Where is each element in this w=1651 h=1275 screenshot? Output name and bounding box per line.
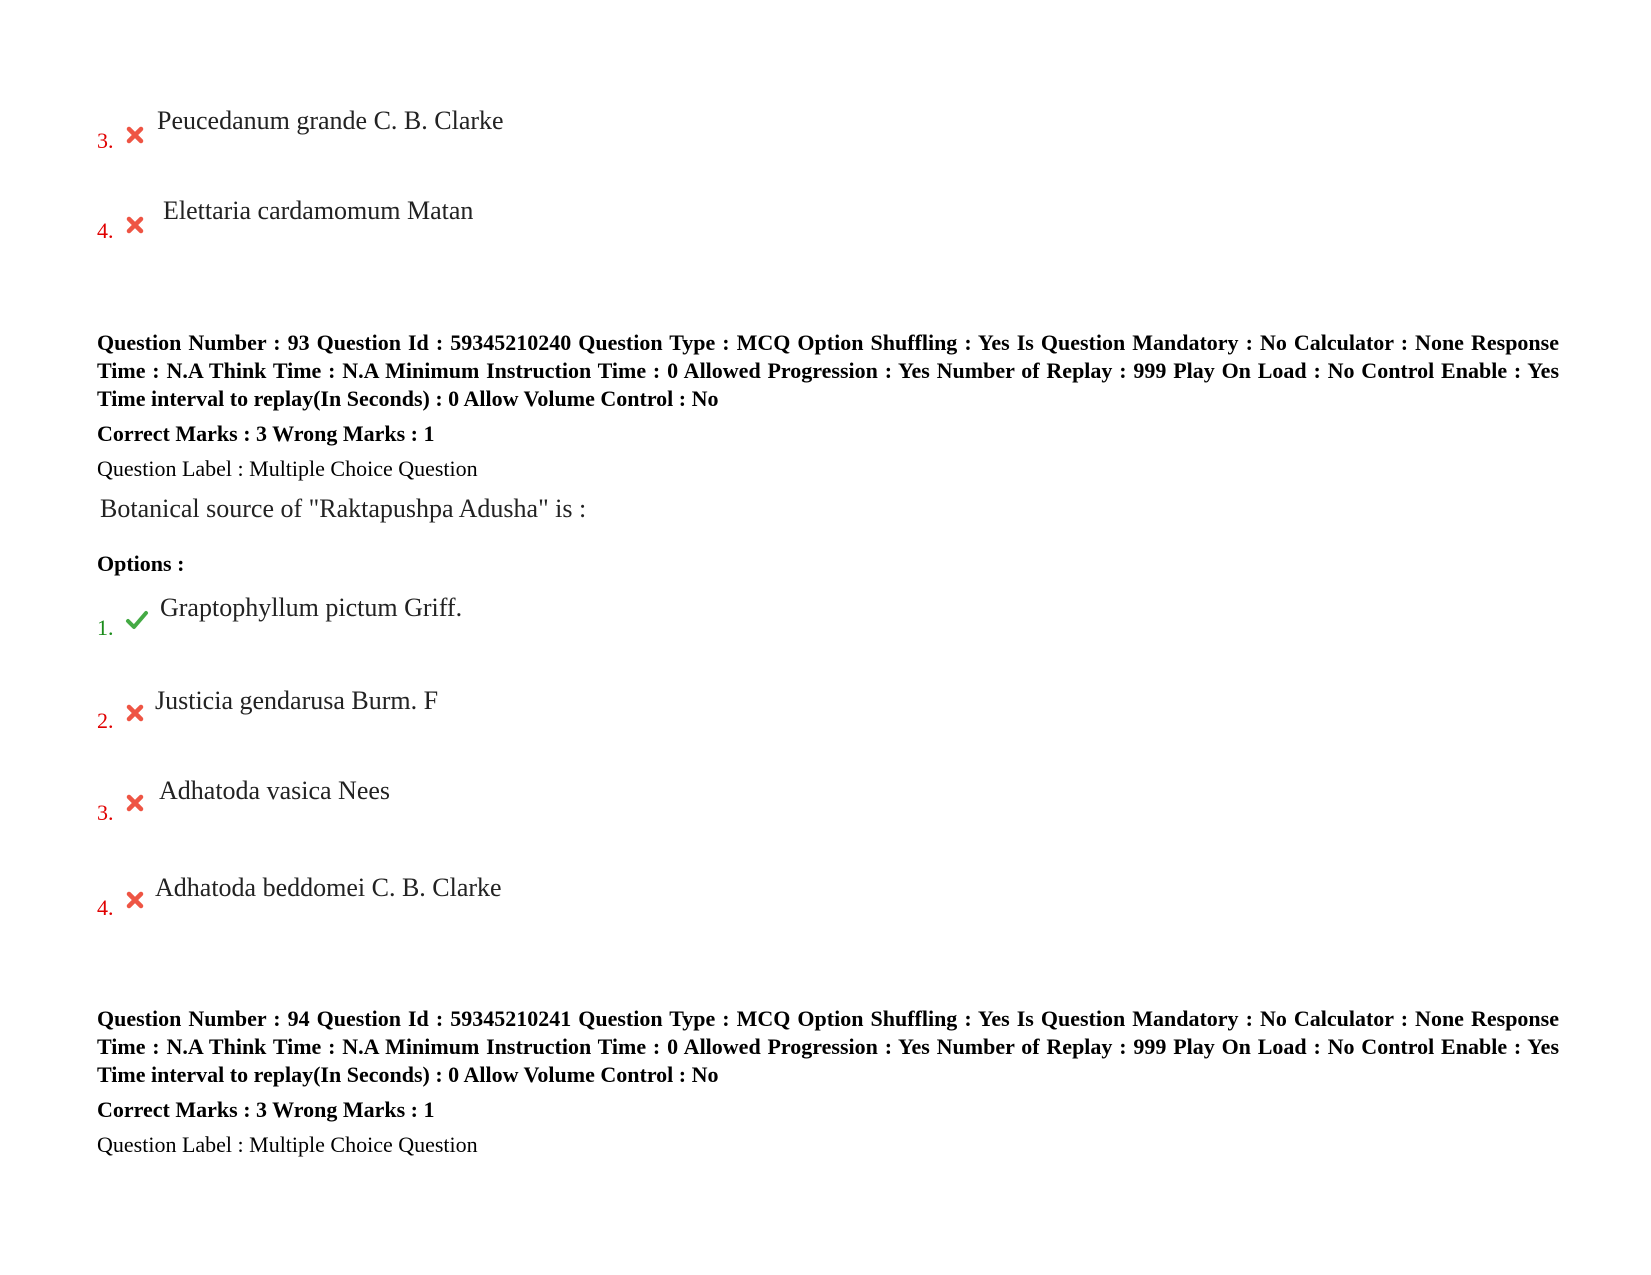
- option-text: Graptophyllum pictum Griff.: [160, 593, 463, 622]
- option-number: 4.: [97, 218, 114, 243]
- cross-icon: [125, 793, 145, 813]
- question-marks: Correct Marks : 3 Wrong Marks : 1: [97, 421, 435, 446]
- cross-icon: [125, 125, 145, 145]
- option-text: Justicia gendarusa Burm. F: [155, 686, 439, 715]
- option-number: 1.: [97, 615, 114, 640]
- question-text: Botanical source of "Raktapushpa Adusha" is :: [100, 494, 587, 523]
- cross-icon: [125, 215, 145, 235]
- option-number: 3.: [97, 800, 114, 825]
- question-label: Question Label : Multiple Choice Question: [97, 456, 478, 481]
- check-icon: [125, 610, 149, 630]
- question-label: Question Label : Multiple Choice Question: [97, 1132, 478, 1157]
- question-marks: Correct Marks : 3 Wrong Marks : 1: [97, 1097, 435, 1122]
- option-text: Adhatoda vasica Nees: [159, 776, 391, 805]
- option-number: 4.: [97, 895, 114, 920]
- cross-icon: [125, 703, 145, 723]
- question-meta: Question Number : 93 Question Id : 59345210240 Question Type : MCQ Option Shuffling : Yes Is Question Mandatory : No Calculator : None Response Time : N.A Think Time : N.A Minimum Instruction Time : 0 Allowed Progression : Yes Number of Replay : 999 Play On Load : No Control Enable : Yes Time interval to replay(In Seconds) : 0 Allow Volume Control : No: [97, 330, 1559, 411]
- question-meta: Question Number : 94 Question Id : 59345210241 Question Type : MCQ Option Shuffling : Yes Is Question Mandatory : No Calculator : None Response Time : N.A Think Time : N.A Minimum Instruction Time : 0 Allowed Progression : Yes Number of Replay : 999 Play On Load : No Control Enable : Yes Time interval to replay(In Seconds) : 0 Allow Volume Control : No: [97, 1006, 1559, 1087]
- cross-icon: [125, 890, 145, 910]
- option-number: 2.: [97, 708, 114, 733]
- option-text: Adhatoda beddomei C. B. Clarke: [155, 873, 502, 902]
- option-number: 3.: [97, 128, 114, 153]
- option-text: Elettaria cardamomum Matan: [163, 196, 474, 225]
- options-heading: Options :: [97, 551, 185, 576]
- option-text: Peucedanum grande C. B. Clarke: [157, 106, 504, 135]
